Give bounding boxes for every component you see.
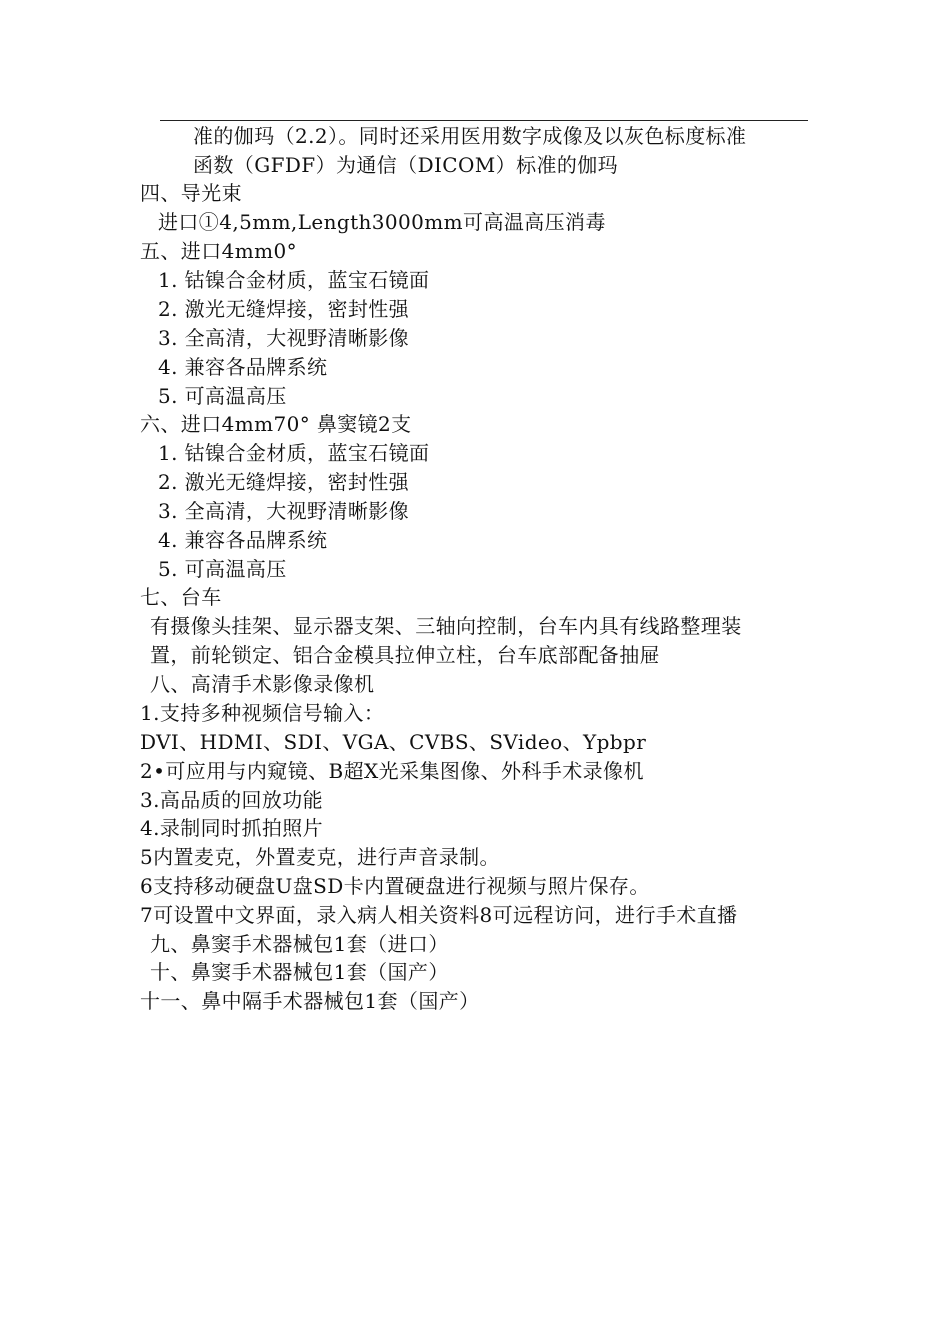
list-item: 4. 兼容各品牌系统 — [158, 528, 328, 552]
list-item: 5内置麦克，外置麦克，进行声音录制。 — [140, 845, 500, 869]
list-item: 3. 全高清，大视野清晰影像 — [158, 499, 410, 523]
section-heading-light-guide: 四、导光束 — [140, 181, 242, 205]
section-heading-septum-kit: 十一、鼻中隔手术器械包1套（国产） — [140, 989, 480, 1013]
list-item: 1. 钴镍合金材质，蓝宝石镜面 — [158, 268, 430, 292]
section-heading-sinus-kit-imported: 九、鼻窦手术器械包1套（进口） — [150, 932, 449, 956]
list-item: 3.高品质的回放功能 — [140, 788, 324, 812]
list-item: 5. 可高温高压 — [158, 557, 287, 581]
section-heading-sinus-kit-domestic: 十、鼻窦手术器械包1套（国产） — [150, 960, 449, 984]
list-item: 3. 全高清，大视野清晰影像 — [158, 326, 410, 350]
list-item: 1. 钴镍合金材质，蓝宝石镜面 — [158, 441, 430, 465]
list-item: 4. 兼容各品牌系统 — [158, 355, 328, 379]
text-line-light-guide-spec: 进口①4,5mm,Length3000mm可高温高压消毒 — [158, 210, 606, 234]
list-item: 2•可应用与内窥镜、B超X光采集图像、外科手术录像机 — [140, 759, 644, 783]
text-line-signal-types: DVI、HDMI、SDI、VGA、CVBS、SVideo、Ypbpr — [140, 730, 647, 754]
header-rule — [160, 120, 808, 121]
section-heading-cart: 七、台车 — [140, 585, 222, 609]
list-item: 7可设置中文界面，录入病人相关资料8可远程访问，进行手术直播 — [140, 903, 738, 927]
list-item: 5. 可高温高压 — [158, 384, 287, 408]
section-heading-recorder: 八、高清手术影像录像机 — [150, 672, 375, 696]
text-line-cart-desc-2: 置，前轮锁定、铝合金模具拉伸立柱，台车底部配备抽屉 — [150, 643, 660, 667]
list-item: 4.录制同时抓拍照片 — [140, 816, 324, 840]
list-item: 2. 激光无缝焊接，密封性强 — [158, 470, 410, 494]
text-line-cart-desc-1: 有摄像头挂架、显示器支架、三轴向控制，台车内具有线路整理装 — [150, 614, 742, 638]
text-line-gfdf-dicom: 函数（GFDF）为通信（DICOM）标准的伽玛 — [193, 153, 619, 177]
list-item: 6支持移动硬盘U盘SD卡内置硬盘进行视频与照片保存。 — [140, 874, 650, 898]
text-line-gamma-standard: 准的伽玛（2.2）。同时还采用医用数字成像及以灰色标度标准 — [193, 124, 747, 148]
section-heading-scope-0: 五、进口4mm0° — [140, 239, 297, 263]
section-heading-scope-70: 六、进口4mm70° 鼻窦镜2支 — [140, 412, 412, 436]
list-item: 1.支持多种视频信号输入： — [140, 701, 385, 725]
list-item: 2. 激光无缝焊接，密封性强 — [158, 297, 410, 321]
